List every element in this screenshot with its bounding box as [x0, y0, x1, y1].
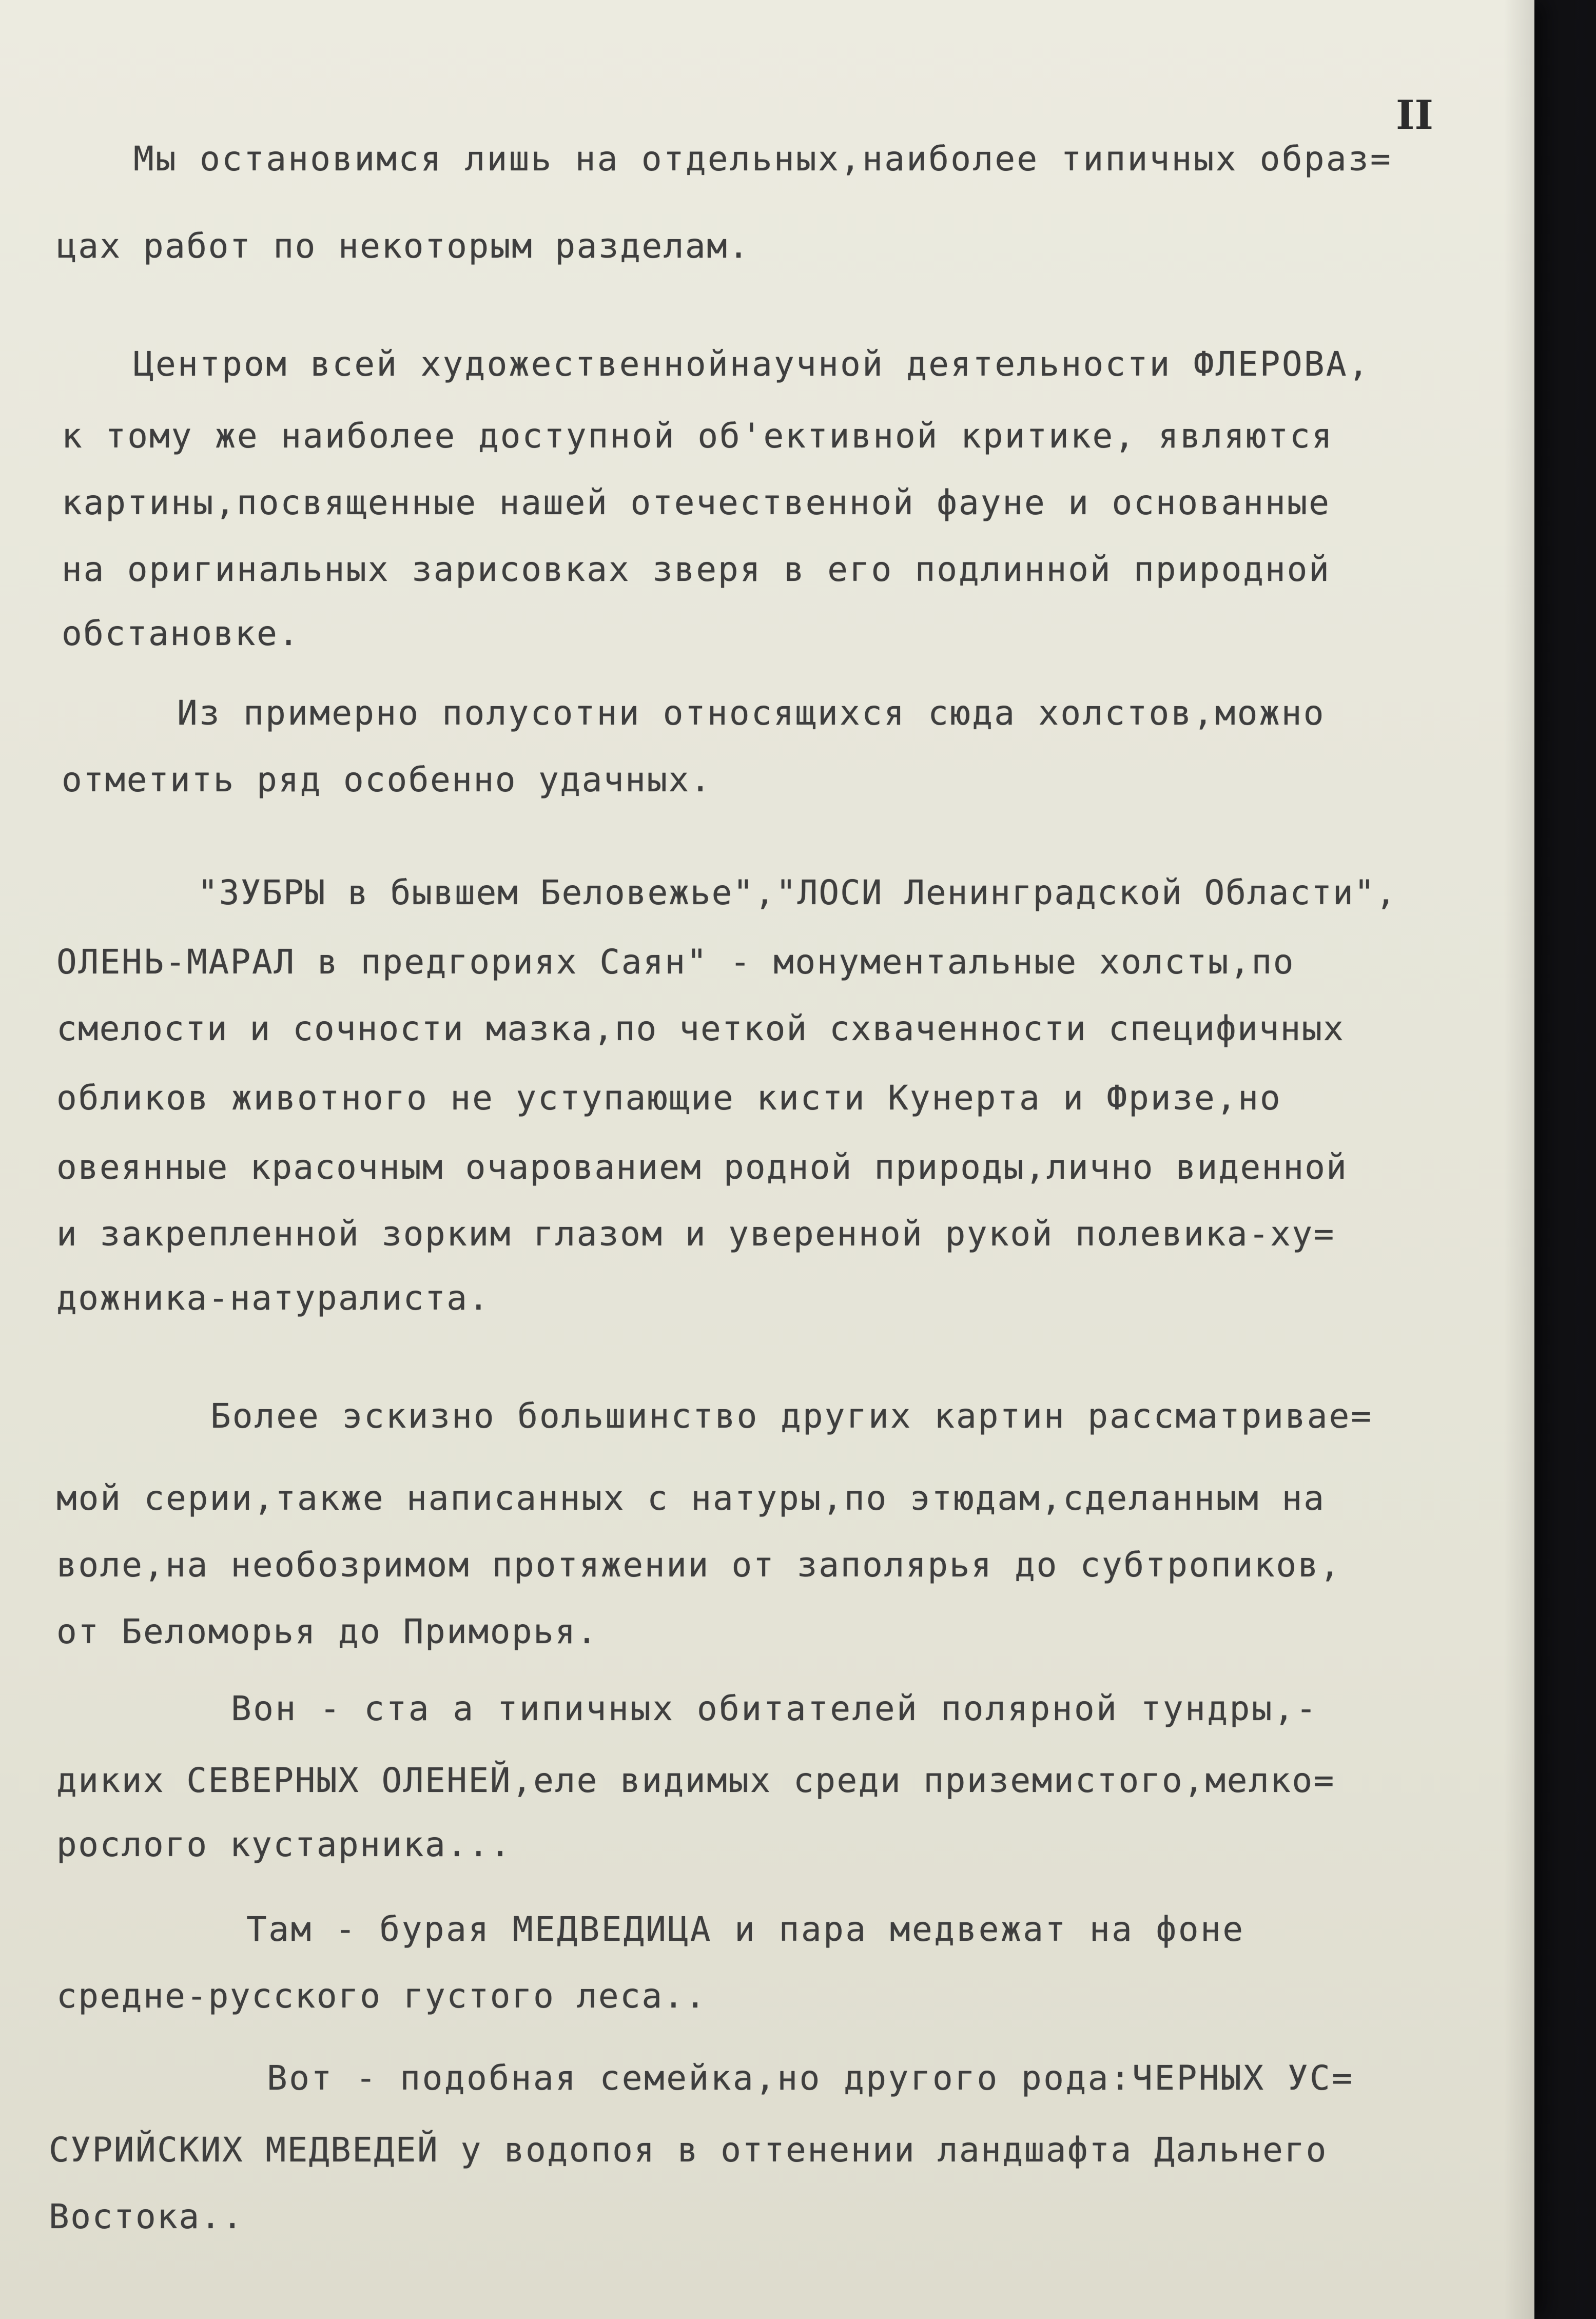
text-line: отметить ряд особенно удачных. [62, 760, 712, 800]
text-line: "ЗУБРЫ в бывшем Беловежье","ЛОСИ Ленинградской Области", [198, 873, 1397, 912]
text-line: овеянные красочным очарованием родной природы,лично виденной [56, 1147, 1348, 1187]
text-line: дожника-натуралиста. [56, 1278, 490, 1318]
text-line: средне-русского густого леса.. [56, 1976, 707, 2016]
text-line: мой серии,также написанных с натуры,по этюдам,сделанным на [56, 1478, 1326, 1518]
text-line: Более эскизно большинство других картин рассматривае= [210, 1396, 1373, 1436]
text-line: обстановке. [62, 614, 300, 653]
text-line: Из примерно полусотни относящихся сюда холстов,можно [177, 693, 1326, 733]
text-line: воле,на необозримом протяжении от заполярья до субтропиков, [56, 1545, 1341, 1585]
text-line: и закрепленной зорким глазом и уверенной рукой полевика-ху= [56, 1214, 1335, 1254]
text-line: СУРИЙСКИХ МЕДВЕДЕЙ у водопоя в оттенении ландшафта Дальнего [49, 2130, 1328, 2170]
text-line: обликов животного не уступающие кисти Кунерта и Фризе,но [56, 1078, 1282, 1118]
text-line: Мы остановимся лишь на отдельных,наиболее типичных образ= [133, 139, 1393, 179]
text-line: рослого кустарника... [56, 1825, 512, 1864]
text-line: от Беломорья до Приморья. [56, 1612, 598, 1651]
text-line: Вот - подобная семейка,но другого рода:ЧЕРНЫХ УС= [267, 2058, 1354, 2098]
text-line: Востока.. [49, 2197, 244, 2236]
text-line: к тому же наиболее доступной об'ективной критике, являются [62, 416, 1334, 456]
text-line: ОЛЕНЬ-МАРАЛ в предгориях Саян" - монументальные холсты,по [56, 942, 1295, 982]
text-line: диких СЕВЕРНЫХ ОЛЕНЕЙ,еле видимых среди приземистого,мелко= [56, 1761, 1335, 1800]
text-line: Центром всей художественнойнаучной деятельности ФЛЕРОВА, [133, 344, 1370, 384]
text-line: Там - бурая МЕДВЕДИЦА и пара медвежат на фоне [246, 1909, 1245, 1949]
text-line: картины,посвященные нашей отечественной фауне и основанные [62, 483, 1331, 522]
text-line: цах работ по некоторым разделам. [56, 226, 750, 266]
text-line: смелости и сочности мазка,по четкой схваченности специфичных [56, 1009, 1345, 1048]
text-line: Вон - ста а типичных обитателей полярной тундры,- [231, 1689, 1318, 1728]
page-edge-shadow [1504, 0, 1534, 2319]
text-line: на оригинальных зарисовках зверя в его подлинной природной [62, 550, 1331, 589]
page-number: II [1396, 92, 1433, 139]
